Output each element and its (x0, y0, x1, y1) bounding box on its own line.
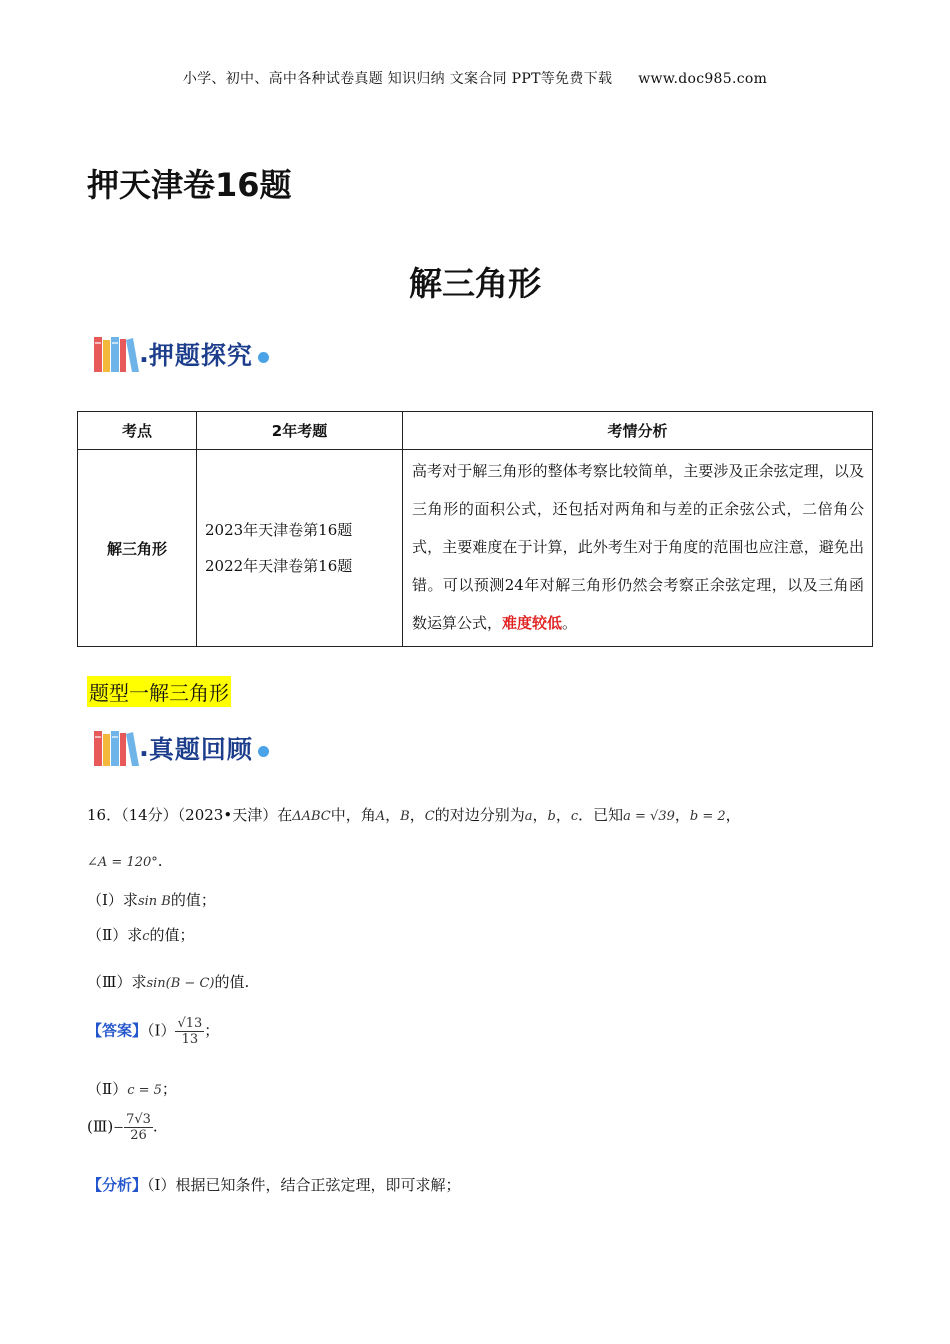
cell-analysis (403, 450, 873, 647)
year-item: 2023年天津卷第16题 (205, 521, 353, 539)
math-expr: sin(B − C) (146, 976, 215, 991)
punct: ， (409, 806, 425, 824)
punct: ， (385, 806, 401, 824)
punct: ； (204, 1021, 220, 1040)
fraction (124, 1112, 153, 1143)
punct: . (157, 852, 163, 870)
header-text: 小学、初中、高中各种试卷真题 知识归纳 文案合同 PPT等免费下载 (182, 71, 613, 87)
part-text: 的值. (214, 973, 250, 991)
section-badge-predict (93, 332, 269, 376)
answer-part-2 (87, 1078, 177, 1099)
cell-years (197, 450, 403, 647)
math-var: a (524, 809, 533, 824)
year-item: 2022年天津卷第16题 (205, 557, 353, 575)
question-text: ．已知 (578, 806, 624, 824)
fraction-denominator: 26 (130, 1128, 147, 1143)
question-text: 的对边分别为 (434, 806, 525, 824)
math-triangle: ΔABC (292, 809, 331, 824)
punct: . (152, 1117, 158, 1136)
cell-topic: 解三角形 (78, 450, 197, 647)
answer-part-1 (87, 1016, 219, 1047)
math-sign: − (113, 1120, 125, 1136)
page-title: 押天津卷16题 (87, 166, 292, 204)
answer-part-3 (87, 1112, 158, 1143)
difficulty-highlight: 难度较低 (502, 614, 563, 632)
punct: ， (532, 806, 548, 824)
part-text: 的值； (170, 891, 216, 909)
col-header-topic: 考点 (78, 412, 197, 450)
blue-dot-icon (258, 352, 269, 363)
question-intro: 16．（14分）（2023•天津）在 (87, 806, 293, 824)
math-var: A (375, 809, 386, 824)
math-expr: sin B (137, 894, 171, 909)
section-badge-review (93, 726, 269, 770)
part-label: （Ⅱ）求 (87, 926, 143, 944)
fraction-numerator: 7√3 (126, 1112, 151, 1127)
page-subtitle: 解三角形 (409, 264, 541, 303)
part-label: （Ⅰ）求 (87, 891, 138, 909)
question-part-2 (87, 924, 195, 945)
math-var: B (400, 809, 410, 824)
question-type-label: 题型一解三角形 (87, 676, 231, 707)
fraction (175, 1016, 204, 1047)
punct: ， (555, 806, 571, 824)
blue-dot-icon (258, 746, 269, 757)
analysis-end: 。 (562, 614, 578, 632)
analysis-text: （Ⅰ）根据已知条件，结合正弦定理，即可求解； (147, 1176, 461, 1194)
analysis-text: 高考对于解三角形的整体考察比较简单，主要涉及正余弦定理，以及三角形的面积公式，还包括对两角和与差的正余弦公式，二倍角公式，主要难度在于计算，此外考生对于角度的范围也应注意，避免出错。可以预测24年对解三角形仍然会考察正余弦定理，以及三角函数运算公式， (412, 462, 864, 632)
badge-dot: . (139, 733, 149, 763)
table-row (78, 450, 873, 647)
question-part-1 (87, 889, 216, 910)
part-text: 的值； (149, 926, 195, 944)
punct: ， (674, 806, 690, 824)
math-var: c (570, 809, 579, 824)
punct: ， (725, 806, 741, 824)
fraction-denominator: 13 (181, 1032, 199, 1047)
badge-text: 真题回顾 (148, 735, 253, 764)
part-label: （Ⅲ）求 (87, 973, 147, 991)
part-label: （Ⅰ） (147, 1021, 176, 1040)
answer-label: 【答案】 (87, 1021, 148, 1040)
part-label: （Ⅱ） (87, 1080, 128, 1098)
col-header-analysis: 考情分析 (403, 412, 873, 450)
math-given-b: b = 2 (689, 809, 726, 824)
question-line-2 (87, 852, 163, 870)
math-given-angle: ∠A = 120° (87, 855, 158, 870)
books-icon (93, 334, 139, 374)
question-line-1 (87, 804, 741, 825)
question-part-3 (87, 971, 249, 992)
analysis-label: 【分析】 (87, 1176, 148, 1194)
question-text: 中，角 (330, 806, 376, 824)
part-label: (Ⅲ) (87, 1117, 114, 1136)
badge-dot: . (139, 339, 149, 369)
punct: ； (161, 1080, 177, 1098)
math-var: C (424, 809, 435, 824)
page-header (0, 68, 950, 88)
books-icon (93, 728, 139, 768)
math-expr: c (142, 929, 150, 944)
math-var: b (547, 809, 556, 824)
col-header-years: 2年考题 (197, 412, 403, 450)
math-expr: c = 5 (127, 1083, 162, 1098)
header-site[interactable]: www.doc985.com (638, 71, 768, 87)
exam-analysis-table (77, 411, 873, 647)
badge-text: 押题探究 (148, 341, 253, 370)
fraction-numerator: √13 (177, 1016, 203, 1031)
analysis-line (87, 1174, 460, 1195)
math-given-a: a = √39 (623, 809, 675, 824)
